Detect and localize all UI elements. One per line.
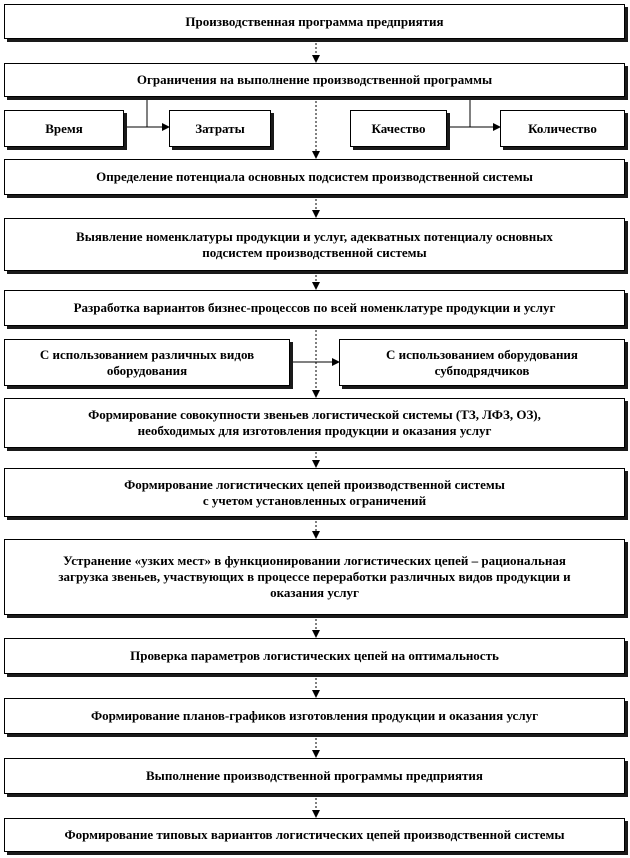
box-time-label: Время: [45, 120, 83, 136]
box-typical-variants-label: Формирование типовых вариантов логистических цепей производственной системы: [64, 827, 565, 842]
box-logistic-links: [4, 398, 625, 448]
box-logistic-links-label: Формирование совокупности звеньев логистической системы (ТЗ, ЛФЗ, ОЗ), необходимых для изготовления продукции и оказания услуг: [88, 407, 541, 438]
box-production-program: [4, 4, 625, 39]
box-program-execution-label: Выполнение производственной программы предприятия: [146, 768, 483, 783]
box-own-equipment: [4, 339, 290, 386]
box-logistic-chains: [4, 468, 625, 517]
box-optimality-check: [4, 638, 625, 674]
box-potential-label: Определение потенциала основных подсистем производственной системы: [96, 169, 533, 184]
box-cost-label: Затраты: [195, 120, 245, 136]
box-quantity-label: Количество: [528, 120, 597, 136]
box-production-program-label: Производственная программа предприятия: [185, 13, 444, 29]
box-potential: [4, 159, 625, 195]
box-time: [4, 110, 124, 147]
box-own-equipment-label: С использованием различных видов оборудования: [39, 346, 255, 378]
box-nomenclature: [4, 218, 625, 271]
box-business-processes-label: Разработка вариантов бизнес-процессов по всей номенклатуре продукции и услуг: [73, 300, 556, 315]
box-constraints-label: Ограничения на выполнение производственной программы: [136, 72, 493, 87]
box-bottlenecks-label: Устранение «узких мест» в функционировании логистических цепей – рациональная загрузка звеньев, участвующих в процессе переработки различных видов продукции и оказания услуг: [58, 553, 571, 600]
box-cost: [169, 110, 271, 147]
box-subcontractor-equipment-label: С использованием оборудования субподрядчиков: [386, 346, 578, 378]
box-nomenclature-label: Выявление номенклатуры продукции и услуг, адекватных потенциалу основных подсистем производственной системы: [76, 228, 553, 260]
box-business-processes: [4, 290, 625, 326]
box-schedules-label: Формирование планов-графиков изготовления продукции и оказания услуг: [90, 708, 539, 723]
box-quality-label: Качество: [371, 120, 426, 136]
box-subcontractor-equipment: [339, 339, 625, 386]
box-quality: [350, 110, 447, 147]
box-quantity: [500, 110, 625, 147]
box-program-execution: [4, 758, 625, 794]
box-bottlenecks: [4, 539, 625, 615]
box-constraints: [4, 63, 625, 97]
box-optimality-check-label: Проверка параметров логистических цепей на оптимальность: [130, 648, 499, 663]
box-typical-variants: [4, 818, 625, 852]
box-schedules: [4, 698, 625, 734]
box-logistic-chains-label: Формирование логистических цепей производственной системы с учетом установленных ограничений: [124, 476, 505, 508]
